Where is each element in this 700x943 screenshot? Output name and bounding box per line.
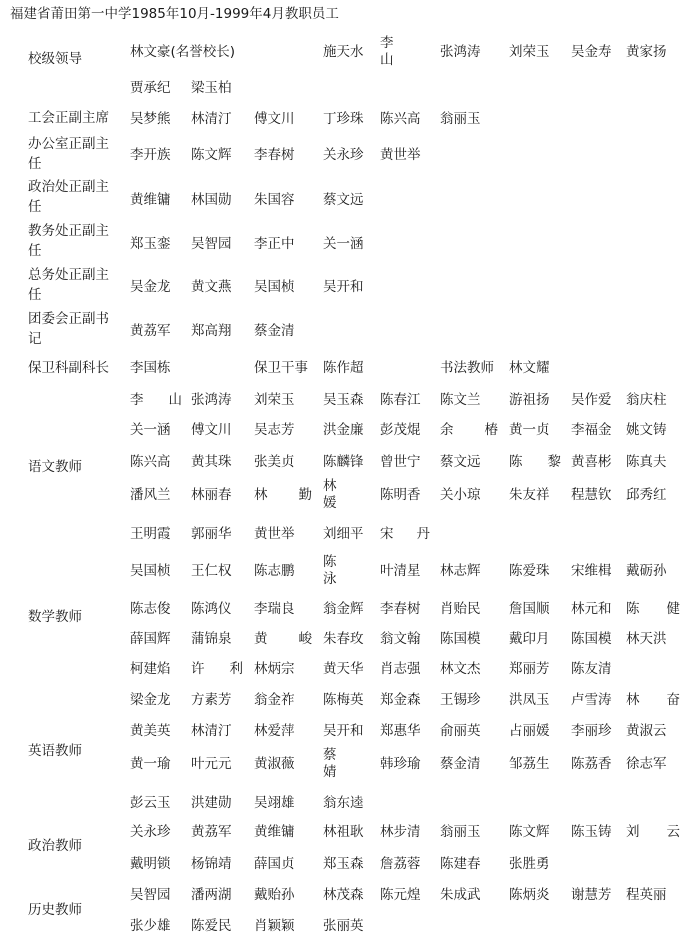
staff-name: 关永珍 xyxy=(323,147,364,163)
section-label-text: 数学教师 xyxy=(28,609,82,625)
staff-name: 曾世宁 xyxy=(380,454,421,470)
staff-name: 杨锦靖 xyxy=(191,856,232,872)
section-label-text: 校级领导 xyxy=(28,51,82,67)
section-label-text: 英语教师 xyxy=(28,743,82,759)
staff-name: 吴国桢 xyxy=(254,279,295,295)
staff-name: 郑丽芳 xyxy=(509,661,550,677)
staff-name: 郑玉森 xyxy=(323,856,364,872)
staff-name: 陈明香 xyxy=(380,487,421,503)
staff-row xyxy=(0,36,700,68)
staff-name: 叶清星 xyxy=(380,563,421,579)
staff-name: 吴金寿 xyxy=(571,44,612,60)
staff-name: 柯建焰 xyxy=(130,661,171,677)
staff-name: 关一涵 xyxy=(130,422,171,438)
staff-name: 薛国贞 xyxy=(254,856,295,872)
staff-name: 陈兴高 xyxy=(130,454,171,470)
staff-name: 刘细平 xyxy=(323,526,364,542)
staff-name: 梁金龙 xyxy=(130,692,171,708)
staff-name: 郑金森 xyxy=(380,692,421,708)
staff-name: 程慧钦 xyxy=(571,487,612,503)
staff-name: 陈建春 xyxy=(440,856,481,872)
staff-name: 邱秀红 xyxy=(626,487,667,503)
staff-name: 张胜勇 xyxy=(509,856,550,872)
staff-name: 黄峻 xyxy=(254,631,312,647)
staff-name: 许利 xyxy=(191,661,243,677)
staff-name: 洪建勋 xyxy=(191,795,232,811)
staff-name: 方素芳 xyxy=(191,692,232,708)
staff-name: 洪金廉 xyxy=(323,422,364,438)
staff-name: 翁东逵 xyxy=(323,795,364,811)
staff-name xyxy=(323,479,375,511)
staff-name: 李福金 xyxy=(571,422,612,438)
staff-name: 李开族 xyxy=(130,147,171,163)
staff-name: 潘两湖 xyxy=(191,887,232,903)
staff-name: 陈国模 xyxy=(440,631,481,647)
staff-name: 徐志军 xyxy=(626,756,667,772)
staff-name xyxy=(323,748,375,780)
staff-name: 林清汀 xyxy=(191,723,232,739)
staff-name: 黄其珠 xyxy=(191,454,232,470)
staff-name: 陈春江 xyxy=(380,392,421,408)
section-label-text: 保卫科副科长 xyxy=(28,360,109,376)
staff-name: 林步清 xyxy=(380,824,421,840)
section-label-text: 政治处正副主任 xyxy=(28,179,109,215)
staff-name: 陈健 xyxy=(626,601,680,617)
staff-name: 李瑞良 xyxy=(254,601,295,617)
section-label-text: 工会正副主席 xyxy=(28,110,109,126)
staff-row xyxy=(0,315,700,347)
staff-name: 叶元元 xyxy=(191,756,232,772)
staff-name: 陈文兰 xyxy=(440,392,481,408)
staff-row xyxy=(0,653,700,685)
staff-name: 黄维镛 xyxy=(254,824,295,840)
staff-name: 陈文辉 xyxy=(509,824,550,840)
staff-name: 陈真夫 xyxy=(626,454,667,470)
staff-name: 陈麟锋 xyxy=(323,454,364,470)
staff-row xyxy=(0,271,700,303)
staff-name: 谢慧芳 xyxy=(571,887,612,903)
staff-row xyxy=(0,139,700,171)
staff-name: 王明霞 xyxy=(130,526,171,542)
staff-name: 傅文川 xyxy=(254,111,295,127)
staff-name: 梁玉柏 xyxy=(191,80,232,96)
staff-name: 李国栋 xyxy=(130,360,171,376)
staff-name: 詹荔蓉 xyxy=(380,856,421,872)
staff-name: 王锡珍 xyxy=(440,692,481,708)
staff-name: 翁文翰 xyxy=(380,631,421,647)
staff-name: 蒲锦泉 xyxy=(191,631,232,647)
staff-name: 林文豪(名誉校长) xyxy=(130,44,236,60)
staff-name: 书法教师 xyxy=(440,360,494,376)
staff-name: 朱国容 xyxy=(254,192,295,208)
staff-name: 陈鸿仪 xyxy=(191,601,232,617)
staff-name: 张少雄 xyxy=(130,918,171,934)
staff-row xyxy=(0,787,700,819)
staff-name: 林文耀 xyxy=(509,360,550,376)
staff-name: 黄淑薇 xyxy=(254,756,295,772)
staff-name: 刘云 xyxy=(626,824,680,840)
staff-name: 陈志鹏 xyxy=(254,563,295,579)
staff-name: 黄世举 xyxy=(380,147,421,163)
section-label-text: 教务处正副主任 xyxy=(28,223,109,259)
staff-row xyxy=(0,623,700,655)
staff-row xyxy=(0,384,700,416)
staff-name: 黄家扬 xyxy=(626,44,667,60)
staff-name: 戴明锁 xyxy=(130,856,171,872)
staff-name: 林茂森 xyxy=(323,887,364,903)
staff-name: 关小琼 xyxy=(440,487,481,503)
staff-name: 姚文铸 xyxy=(626,422,667,438)
staff-name: 邹荔生 xyxy=(509,756,550,772)
staff-name: 翁金辉 xyxy=(323,601,364,617)
staff-name: 林爱萍 xyxy=(254,723,295,739)
staff-row xyxy=(0,72,700,104)
staff-name: 肖颖颖 xyxy=(254,918,295,934)
staff-name: 韩珍瑜 xyxy=(380,756,421,772)
staff-name: 彭云玉 xyxy=(130,795,171,811)
staff-name xyxy=(323,555,375,587)
staff-name: 郑玉銮 xyxy=(130,236,171,252)
name-char: 蔡 xyxy=(323,747,337,763)
staff-name: 保卫干事 xyxy=(254,360,308,376)
name-char: 媛 xyxy=(323,495,337,511)
staff-name xyxy=(380,36,434,68)
name-char: 林 xyxy=(323,478,337,494)
staff-name: 朱春玫 xyxy=(323,631,364,647)
staff-name: 张鸿涛 xyxy=(440,44,481,60)
staff-row xyxy=(0,352,700,384)
staff-name: 余椿 xyxy=(440,422,498,438)
staff-name: 陈爱珠 xyxy=(509,563,550,579)
staff-name: 黄淑云 xyxy=(626,723,667,739)
staff-name: 彭茂焜 xyxy=(380,422,421,438)
staff-name: 林清汀 xyxy=(191,111,232,127)
staff-name: 林国勋 xyxy=(191,192,232,208)
staff-name: 吴智园 xyxy=(130,887,171,903)
staff-row xyxy=(0,555,700,587)
staff-name: 张鸿涛 xyxy=(191,392,232,408)
staff-name: 卢雪涛 xyxy=(571,692,612,708)
staff-name: 翁丽玉 xyxy=(440,824,481,840)
staff-row xyxy=(0,748,700,780)
staff-name: 薛国辉 xyxy=(130,631,171,647)
staff-row xyxy=(0,816,700,848)
staff-row xyxy=(0,715,700,747)
staff-name: 林元和 xyxy=(571,601,612,617)
section-label-text: 总务处正副主任 xyxy=(28,267,109,303)
staff-name: 戴砺孙 xyxy=(626,563,667,579)
name-char: 陈 xyxy=(323,554,337,570)
staff-row xyxy=(0,684,700,716)
staff-name: 黄一瑜 xyxy=(130,756,171,772)
staff-name: 林志辉 xyxy=(440,563,481,579)
staff-name: 潘风兰 xyxy=(130,487,171,503)
staff-name: 宋维楫 xyxy=(571,563,612,579)
staff-name: 肖贻民 xyxy=(440,601,481,617)
staff-name: 林天洪 xyxy=(626,631,667,647)
staff-name: 陈国模 xyxy=(571,631,612,647)
staff-name: 关一涵 xyxy=(323,236,364,252)
staff-name: 蔡文远 xyxy=(440,454,481,470)
staff-row xyxy=(0,879,700,911)
staff-name: 俞丽英 xyxy=(440,723,481,739)
staff-name: 黄荔军 xyxy=(130,323,171,339)
staff-name: 吴智园 xyxy=(191,236,232,252)
staff-name: 黄天华 xyxy=(323,661,364,677)
staff-row xyxy=(0,518,700,550)
staff-row xyxy=(0,184,700,216)
staff-name: 宋丹 xyxy=(380,526,430,542)
staff-name: 施天水 xyxy=(323,44,364,60)
staff-name: 戴印月 xyxy=(509,631,550,647)
section-label-text: 政治教师 xyxy=(28,838,82,854)
section-label-text: 语文教师 xyxy=(28,459,82,475)
section-label-text: 团委会正副书记 xyxy=(28,311,109,347)
staff-row xyxy=(0,479,700,511)
staff-name: 陈志俊 xyxy=(130,601,171,617)
staff-name: 陈炳炎 xyxy=(509,887,550,903)
staff-name: 肖志强 xyxy=(380,661,421,677)
staff-name: 李山 xyxy=(130,392,182,408)
staff-name: 林祖耿 xyxy=(323,824,364,840)
staff-name: 黄文燕 xyxy=(191,279,232,295)
staff-name: 吴开和 xyxy=(323,279,364,295)
name-char: 泳 xyxy=(323,571,337,587)
staff-name: 林炳宗 xyxy=(254,661,295,677)
staff-name: 贾承纪 xyxy=(130,80,171,96)
staff-name: 朱友祥 xyxy=(509,487,550,503)
staff-name: 吴开和 xyxy=(323,723,364,739)
staff-name: 黄维镛 xyxy=(130,192,171,208)
staff-name: 林奋 xyxy=(626,692,680,708)
staff-name: 蔡文远 xyxy=(323,192,364,208)
staff-name: 吴金龙 xyxy=(130,279,171,295)
staff-name: 傅文川 xyxy=(191,422,232,438)
staff-name: 吴翊雄 xyxy=(254,795,295,811)
staff-name: 陈爱民 xyxy=(191,918,232,934)
staff-name: 黄荔军 xyxy=(191,824,232,840)
section-label-text: 历史教师 xyxy=(28,902,82,918)
staff-name: 李正中 xyxy=(254,236,295,252)
staff-name: 张美贞 xyxy=(254,454,295,470)
staff-name: 占丽媛 xyxy=(509,723,550,739)
staff-name: 林文杰 xyxy=(440,661,481,677)
staff-name: 郑高翔 xyxy=(191,323,232,339)
staff-name: 翁金祚 xyxy=(254,692,295,708)
staff-name: 吴玉森 xyxy=(323,392,364,408)
staff-name: 蔡金清 xyxy=(254,323,295,339)
staff-name: 陈荔香 xyxy=(571,756,612,772)
staff-name: 黄一贞 xyxy=(509,422,550,438)
staff-name: 吴国桢 xyxy=(130,563,171,579)
section-label-text: 办公室正副主任 xyxy=(28,136,109,172)
staff-name: 吴志芳 xyxy=(254,422,295,438)
name-char: 婧 xyxy=(323,764,337,780)
staff-row xyxy=(0,910,700,942)
staff-name: 黄世举 xyxy=(254,526,295,542)
staff-name: 林丽春 xyxy=(191,487,232,503)
staff-name: 蔡金清 xyxy=(440,756,481,772)
staff-name: 刘荣玉 xyxy=(509,44,550,60)
staff-row xyxy=(0,593,700,625)
document-title: 福建省莆田第一中学1985年10月-1999年4月教职员工 xyxy=(10,6,339,22)
staff-name: 黄喜彬 xyxy=(571,454,612,470)
staff-name: 程英丽 xyxy=(626,887,667,903)
staff-name: 郑惠华 xyxy=(380,723,421,739)
staff-name: 陈文辉 xyxy=(191,147,232,163)
staff-name: 关永珍 xyxy=(130,824,171,840)
staff-row xyxy=(0,103,700,135)
staff-name: 郭丽华 xyxy=(191,526,232,542)
staff-name: 陈黎 xyxy=(509,454,561,470)
staff-row xyxy=(0,414,700,446)
name-char: 山 xyxy=(380,52,394,68)
staff-name: 陈兴高 xyxy=(380,111,421,127)
name-char: 李 xyxy=(380,35,394,51)
staff-row xyxy=(0,446,700,478)
staff-name: 李春树 xyxy=(254,147,295,163)
staff-name: 戴贻孙 xyxy=(254,887,295,903)
staff-name: 吴梦熊 xyxy=(130,111,171,127)
staff-name: 陈元煌 xyxy=(380,887,421,903)
staff-name: 张丽英 xyxy=(323,918,364,934)
staff-name: 林勤 xyxy=(254,487,312,503)
staff-name: 李丽珍 xyxy=(571,723,612,739)
staff-name: 詹国顺 xyxy=(509,601,550,617)
staff-name: 丁珍珠 xyxy=(323,111,364,127)
staff-name: 朱成武 xyxy=(440,887,481,903)
staff-name: 陈作超 xyxy=(323,360,364,376)
staff-row xyxy=(0,848,700,880)
staff-name: 黄美英 xyxy=(130,723,171,739)
staff-name: 翁庆柱 xyxy=(626,392,667,408)
staff-name: 洪凤玉 xyxy=(509,692,550,708)
staff-name: 李春树 xyxy=(380,601,421,617)
staff-name: 翁丽玉 xyxy=(440,111,481,127)
staff-name: 刘荣玉 xyxy=(254,392,295,408)
staff-row xyxy=(0,228,700,260)
staff-name: 陈梅英 xyxy=(323,692,364,708)
staff-name: 游祖扬 xyxy=(509,392,550,408)
staff-name: 陈玉铸 xyxy=(571,824,612,840)
staff-name: 陈友清 xyxy=(571,661,612,677)
staff-name: 王仁权 xyxy=(191,563,232,579)
staff-name: 吴作爱 xyxy=(571,392,612,408)
